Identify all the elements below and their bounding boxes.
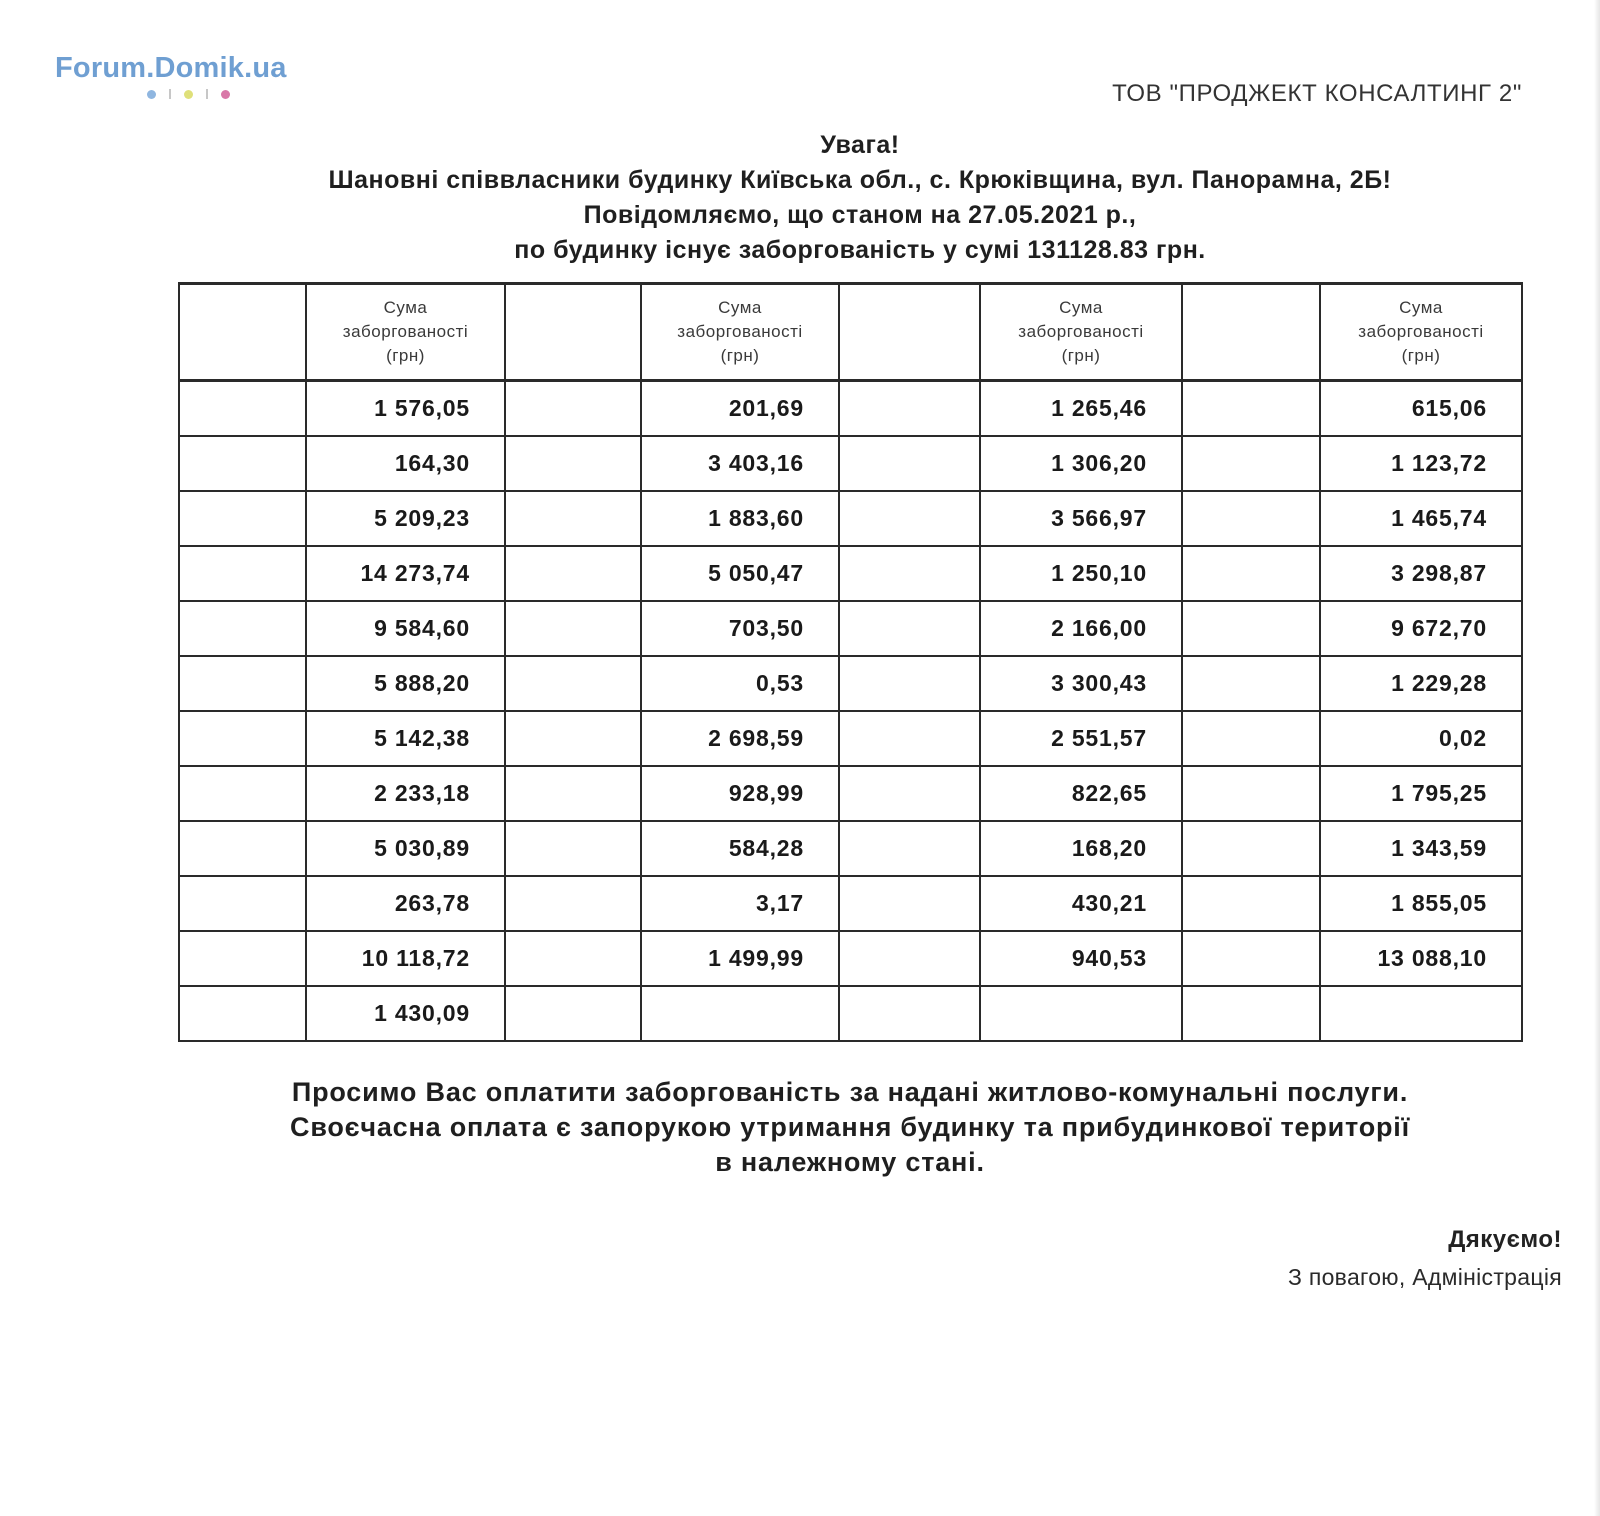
table-row xyxy=(179,491,1522,546)
table-row xyxy=(179,381,1522,437)
table-cell xyxy=(839,876,980,931)
table-cell: 1 430,09 xyxy=(306,986,505,1041)
table-cell xyxy=(1182,766,1320,821)
table-cell xyxy=(1182,381,1320,437)
table-cell xyxy=(179,436,306,491)
table-cell xyxy=(505,491,641,546)
table-cell xyxy=(505,381,641,437)
table-cell xyxy=(179,546,306,601)
table-cell: 3 566,97 xyxy=(980,491,1182,546)
table-row xyxy=(179,656,1522,711)
table-cell: 5 209,23 xyxy=(306,491,505,546)
table-row xyxy=(179,436,1522,491)
table-cell: 3,17 xyxy=(641,876,839,931)
regards-signature: З повагою, Адміністрація xyxy=(1287,1264,1562,1290)
table-row xyxy=(179,766,1522,821)
table-cell: 1 855,05 xyxy=(1320,876,1522,931)
table-cell xyxy=(1182,986,1320,1041)
table-cell xyxy=(179,821,306,876)
table-cell xyxy=(1182,931,1320,986)
table-cell xyxy=(1182,601,1320,656)
table-header-row xyxy=(179,284,1522,381)
table-cell xyxy=(839,931,980,986)
table-cell: 3 298,87 xyxy=(1320,546,1522,601)
watermark-divider xyxy=(206,89,208,99)
table-cell: 1 250,10 xyxy=(980,546,1182,601)
table-cell xyxy=(839,601,980,656)
table-cell xyxy=(1182,656,1320,711)
table-cell: 164,30 xyxy=(306,436,505,491)
table-cell xyxy=(179,766,306,821)
table-cell: 2 698,59 xyxy=(641,711,839,766)
table-cell: 1 576,05 xyxy=(306,381,505,437)
message-line-1: Просимо Вас оплатити заборгованість за надані житлово-комунальні послуги. xyxy=(291,1077,1409,1107)
table-row xyxy=(179,931,1522,986)
header-empty-cell xyxy=(1182,284,1320,381)
table-cell: 10 118,72 xyxy=(306,931,505,986)
table-cell xyxy=(179,931,306,986)
debt-table xyxy=(178,282,1523,1042)
table-cell xyxy=(1182,436,1320,491)
watermark-divider xyxy=(169,89,171,99)
message-line-2: Своєчасна оплата є запорукою утримання будинку та прибудинкової території xyxy=(290,1112,1410,1142)
header-debt-amount: Сума заборгованості (грн) xyxy=(306,284,505,381)
table-cell xyxy=(1182,546,1320,601)
table-cell: 5 142,38 xyxy=(306,711,505,766)
table-cell: 2 233,18 xyxy=(306,766,505,821)
table-cell xyxy=(839,491,980,546)
table-cell xyxy=(179,381,306,437)
table-row xyxy=(179,546,1522,601)
table-cell xyxy=(179,986,306,1041)
table-cell: 1 343,59 xyxy=(1320,821,1522,876)
table-cell xyxy=(505,711,641,766)
table-cell: 263,78 xyxy=(306,876,505,931)
table-cell xyxy=(179,876,306,931)
table-cell: 1 465,74 xyxy=(1320,491,1522,546)
table-cell xyxy=(179,601,306,656)
table-cell: 9 672,70 xyxy=(1320,601,1522,656)
table-cell xyxy=(1182,711,1320,766)
thanks-text: Дякуємо! xyxy=(1448,1226,1562,1253)
heading-total-line: по будинку існує заборгованість у сумі 131128.83 грн. xyxy=(514,236,1206,264)
table-cell xyxy=(839,766,980,821)
table-cell: 5 050,47 xyxy=(641,546,839,601)
payment-request-message xyxy=(200,1075,1500,1180)
header-empty-cell xyxy=(505,284,641,381)
header-debt-amount: Сума заборгованості (грн) xyxy=(1320,284,1522,381)
debt-table-wrapper xyxy=(178,282,1523,1042)
header-debt-amount: Сума заборгованості (грн) xyxy=(641,284,839,381)
table-cell xyxy=(839,656,980,711)
table-cell: 1 306,20 xyxy=(980,436,1182,491)
table-cell: 168,20 xyxy=(980,821,1182,876)
table-cell xyxy=(839,711,980,766)
table-cell xyxy=(1320,986,1522,1041)
watermark-dot-blue xyxy=(147,90,156,99)
page-edge-shadow xyxy=(1594,0,1600,1516)
table-cell xyxy=(1182,876,1320,931)
watermark-dots xyxy=(147,89,287,99)
table-cell: 615,06 xyxy=(1320,381,1522,437)
attention-title: Увага! xyxy=(820,131,900,159)
table-cell xyxy=(505,876,641,931)
watermark-dot-pink xyxy=(221,90,230,99)
table-cell: 3 403,16 xyxy=(641,436,839,491)
table-cell xyxy=(505,986,641,1041)
table-row xyxy=(179,711,1522,766)
table-cell xyxy=(179,491,306,546)
table-cell: 5 888,20 xyxy=(306,656,505,711)
table-cell xyxy=(839,821,980,876)
table-cell xyxy=(839,546,980,601)
notice-heading xyxy=(170,128,1550,268)
table-cell: 14 273,74 xyxy=(306,546,505,601)
watermark-text: Forum.Domik.ua xyxy=(55,52,287,84)
table-row xyxy=(179,876,1522,931)
table-cell: 1 499,99 xyxy=(641,931,839,986)
table-row xyxy=(179,821,1522,876)
table-cell xyxy=(839,986,980,1041)
table-cell: 2 166,00 xyxy=(980,601,1182,656)
table-cell xyxy=(1182,491,1320,546)
table-cell: 1 795,25 xyxy=(1320,766,1522,821)
table-cell xyxy=(505,436,641,491)
table-row xyxy=(179,601,1522,656)
company-name: ТОВ "ПРОДЖЕКТ КОНСАЛТИНГ 2" xyxy=(1112,80,1522,107)
table-cell: 2 551,57 xyxy=(980,711,1182,766)
table-cell: 9 584,60 xyxy=(306,601,505,656)
table-cell: 940,53 xyxy=(980,931,1182,986)
table-cell xyxy=(505,601,641,656)
table-cell: 703,50 xyxy=(641,601,839,656)
header-empty-cell xyxy=(179,284,306,381)
table-cell xyxy=(839,436,980,491)
table-cell: 430,21 xyxy=(980,876,1182,931)
table-cell: 201,69 xyxy=(641,381,839,437)
forum-watermark xyxy=(55,52,287,99)
table-cell xyxy=(505,821,641,876)
watermark-dot-yellow xyxy=(184,90,193,99)
table-cell xyxy=(505,931,641,986)
table-cell: 5 030,89 xyxy=(306,821,505,876)
table-cell xyxy=(980,986,1182,1041)
table-cell xyxy=(505,766,641,821)
table-cell: 0,02 xyxy=(1320,711,1522,766)
table-cell: 928,99 xyxy=(641,766,839,821)
table-cell: 1 123,72 xyxy=(1320,436,1522,491)
table-cell: 0,53 xyxy=(641,656,839,711)
table-cell: 13 088,10 xyxy=(1320,931,1522,986)
table-cell xyxy=(505,656,641,711)
table-cell: 1 883,60 xyxy=(641,491,839,546)
header-empty-cell xyxy=(839,284,980,381)
table-cell xyxy=(179,656,306,711)
header-debt-amount: Сума заборгованості (грн) xyxy=(980,284,1182,381)
heading-address-line: Шановні співвласники будинку Київська обл., с. Крюківщина, вул. Панорамна, 2Б! xyxy=(328,166,1392,194)
table-cell: 1 265,46 xyxy=(980,381,1182,437)
table-cell: 822,65 xyxy=(980,766,1182,821)
message-line-3: в належному стані. xyxy=(715,1147,985,1177)
table-cell: 584,28 xyxy=(641,821,839,876)
table-cell: 3 300,43 xyxy=(980,656,1182,711)
heading-date-line: Повідомляємо, що станом на 27.05.2021 р., xyxy=(583,201,1137,229)
table-cell xyxy=(839,381,980,437)
table-cell xyxy=(179,711,306,766)
table-cell xyxy=(1182,821,1320,876)
table-row xyxy=(179,986,1522,1041)
table-cell xyxy=(505,546,641,601)
table-cell: 1 229,28 xyxy=(1320,656,1522,711)
table-cell xyxy=(641,986,839,1041)
